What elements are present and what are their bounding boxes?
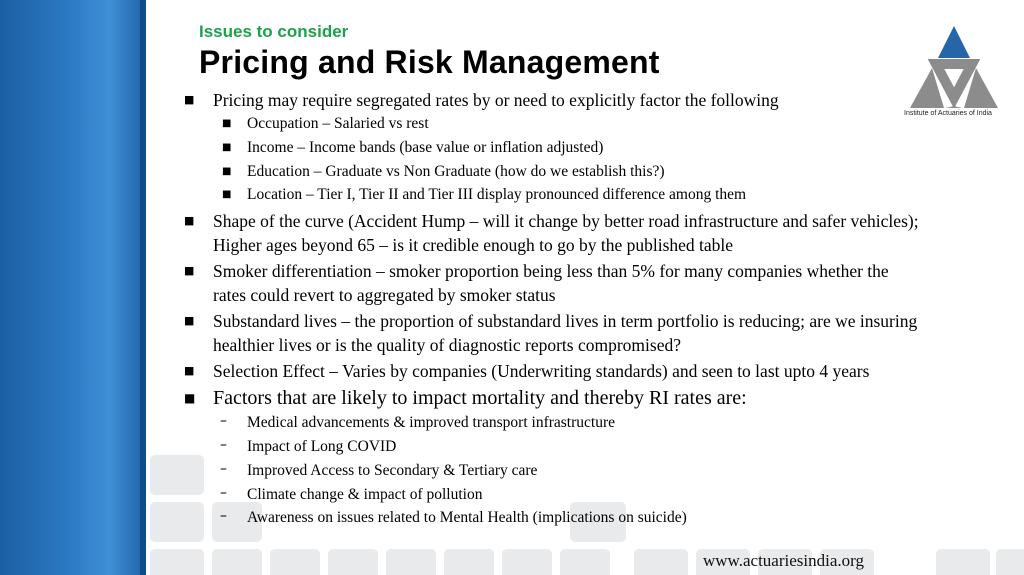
square-bullet-icon: ■: [184, 364, 195, 378]
square-bullet-icon: ■: [184, 314, 195, 328]
sub-bullet-occupation: [182, 112, 1002, 136]
sub-bullet-mental-health: [182, 506, 1002, 530]
dash-bullet-icon: –: [220, 436, 227, 453]
logo-caption: Institute of Actuaries of India: [904, 110, 992, 117]
square-bullet-icon: ■: [184, 214, 195, 228]
bullet-shape-of-curve: [182, 209, 1002, 257]
bullet-text: Climate change & impact of pollution: [247, 485, 483, 503]
bullet-text-line-1: Substandard lives – the proportion of substandard lives in term portfolio is reducing; are we insuring: [213, 311, 918, 332]
bullet-selection-effect: [182, 359, 1002, 383]
dash-bullet-icon: –: [220, 460, 227, 477]
sub-bullet-location: [182, 183, 1002, 207]
sub-bullet-medical: [182, 411, 1002, 435]
side-decoration-bar: [0, 0, 146, 575]
dash-bullet-icon: –: [220, 413, 227, 430]
dash-bullet-icon: –: [220, 508, 227, 525]
bullet-text: Impact of Long COVID: [247, 437, 397, 455]
bullet-smoker: [182, 259, 1002, 307]
bullet-factors: [182, 385, 1002, 411]
square-bullet-icon: ■: [222, 189, 232, 201]
bullet-text: Factors that are likely to impact mortality and thereby RI rates are:: [213, 387, 747, 410]
bullet-text: Improved Access to Secondary & Tertiary care: [247, 461, 538, 479]
dash-bullet-icon: –: [220, 484, 227, 501]
sub-bullet-access: [182, 459, 1002, 483]
bullet-text: Education – Graduate vs Non Graduate (how do we establish this?): [247, 162, 665, 180]
bullet-text-line-2: healthier lives or is the quality of diagnostic reports compromised?: [213, 335, 682, 356]
slide-title: Pricing and Risk Management: [199, 44, 660, 80]
footer-website-link[interactable]: www.actuariesindia.org: [703, 551, 864, 570]
bullet-text: Pricing may require segregated rates by or need to explicitly factor the following: [213, 90, 779, 110]
slide-subtitle: Issues to consider: [199, 22, 349, 41]
sub-bullet-education: [182, 160, 1002, 184]
sub-bullet-income: [182, 136, 1002, 160]
bullet-pricing: [182, 88, 1002, 112]
sub-bullet-climate: [182, 483, 1002, 507]
bullet-text: Medical advancements & improved transport infrastructure: [247, 414, 615, 432]
bullet-text: Awareness on issues related to Mental Health (implications on suicide): [247, 509, 687, 527]
bullet-text-line-1: Shape of the curve (Accident Hump – will it change by better road infrastructure and safer vehicles);: [213, 211, 919, 232]
sub-bullet-long-covid: [182, 435, 1002, 459]
bullet-text: Selection Effect – Varies by companies (Underwriting standards) and seen to last upto 4 years: [213, 361, 870, 382]
bullet-text: Occupation – Salaried vs rest: [247, 115, 429, 132]
square-bullet-icon: ■: [222, 141, 232, 153]
bullet-text: Location – Tier I, Tier II and Tier III display pronounced difference among them: [247, 186, 747, 204]
logo-blue-triangle: [938, 26, 970, 58]
bullet-text: Income – Income bands (base value or inflation adjusted): [247, 138, 604, 156]
square-bullet-icon: ■: [184, 93, 195, 106]
square-bullet-icon: ■: [222, 165, 232, 177]
bullet-text-line-1: Smoker differentiation – smoker proportion being less than 5% for many companies whether the: [213, 261, 889, 282]
square-bullet-icon: ■: [184, 391, 196, 406]
bullet-substandard: [182, 309, 1002, 357]
bullet-list: [182, 88, 1002, 530]
square-bullet-icon: ■: [222, 118, 232, 129]
bullet-text-line-2: Higher ages beyond 65 – is it credible enough to go by the published table: [213, 235, 734, 256]
bullet-text-line-2: rates could revert to aggregated by smoker status: [213, 285, 556, 306]
square-bullet-icon: ■: [184, 264, 195, 278]
